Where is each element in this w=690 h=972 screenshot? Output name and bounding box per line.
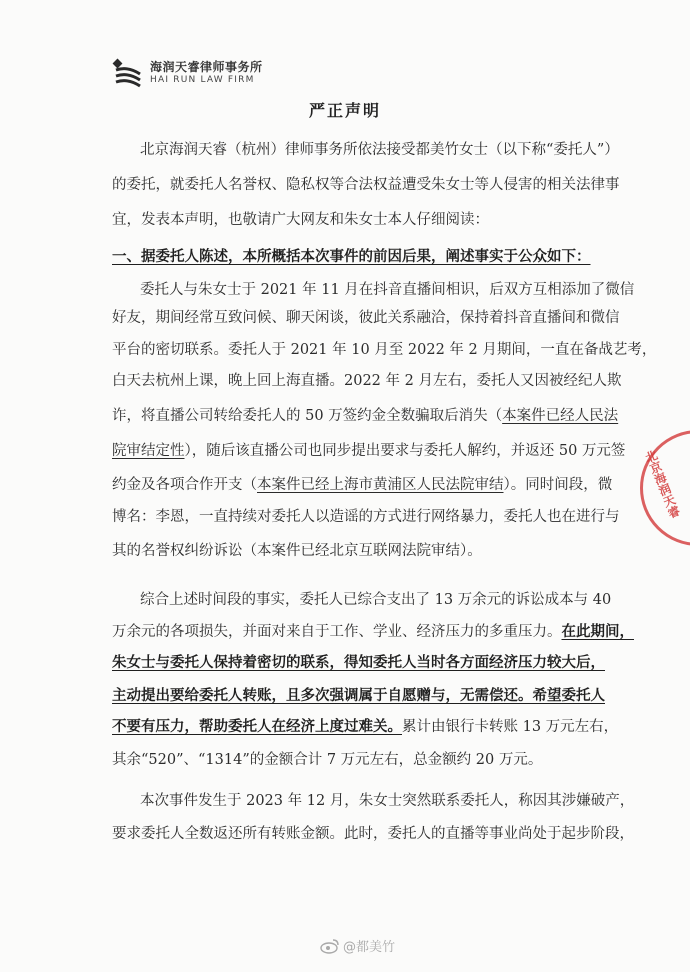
text-segment: ），随后该直播公司也同步提出要求与委托人解约，并返还 50 万元签 (184, 443, 626, 459)
text-segment: 要求委托人全数返还所有转账金额。此时，委托人的直播等事业尚处于起步阶段， (112, 826, 634, 842)
text-line (112, 175, 620, 195)
text-line (112, 441, 625, 461)
text-segment: 朱女士与委托人保持着密切的联系，得知委托人当时各方面经济压力较大后， (112, 654, 605, 671)
text-segment: 宜，发表本声明，也敬请广大网友和朱女士本人仔细阅读： (112, 212, 489, 228)
text-line (112, 750, 542, 770)
text-segment: 主动提出要给委托人转账，且多次强调属于自愿赠与，无需偿还。希望委托人 (112, 687, 605, 704)
text-segment: 本次事件发生于 2023 年 12 月，朱女士突然联系委托人，称因其涉嫌破产， (140, 793, 635, 809)
text-line (112, 210, 489, 230)
text-line (112, 247, 591, 267)
text-segment: 不要有压力，帮助委托人在经济上度过难关。 (112, 718, 402, 735)
text-segment: 其的名誉权纠纷诉讼（本案件已经北京互联网法院审结）。 (112, 543, 482, 559)
text-segment: 综合上述时间段的事实，委托人已综合支出了 13 万余元的诉讼成本与 40 (140, 592, 612, 608)
text-line (112, 653, 605, 673)
text-line (112, 686, 605, 706)
text-segment: 平台的密切联系。委托人于 2021 年 10 月至 2022 年 2 月期间，一直在备战艺考， (112, 342, 657, 358)
weibo-watermark (320, 936, 395, 955)
text-line (112, 507, 620, 527)
text-segment: ）。同时间段，微 (503, 477, 613, 493)
text-line (112, 475, 612, 495)
text-segment: 在此期间， (561, 623, 634, 640)
text-segment: 院审结定性 (112, 443, 185, 459)
text-segment: 北京海润天睿（杭州）律师事务所依法接受都美竹女士（以下称“委托人”） (140, 142, 619, 158)
text-line (112, 622, 634, 642)
text-segment: 诈，将直播公司转给委托人的 50 万签约金全数骗取后消失（ (112, 408, 503, 424)
law-firm-logo-icon (112, 58, 144, 88)
text-line (140, 280, 634, 300)
text-line (112, 371, 621, 391)
text-line (112, 406, 618, 426)
text-segment: 白天去杭州上课，晚上回上海直播。2022 年 2 月左右，委托人又因被经纪人欺 (112, 373, 622, 389)
text-line (112, 717, 618, 737)
text-line (112, 541, 482, 561)
text-line (140, 140, 619, 160)
text-segment: 本案件已经人民法 (502, 408, 619, 424)
text-line (140, 791, 634, 811)
text-segment: 好友，期间经常互致问候、聊天闲谈，彼此关系融洽，保持着抖音直播间和微信 (112, 310, 620, 326)
text-segment: 万余元的各项损失，并面对来自于工作、学业、经济压力的多重压力。 (112, 624, 562, 640)
red-seal-text: 北京海润天睿 (642, 448, 683, 521)
law-firm-name-en: HAI RUN LAW FIRM (150, 75, 255, 85)
law-firm-logo (112, 56, 263, 90)
text-segment: 委托人与朱女士于 2021 年 11 月在抖音直播间相识，后双方互相添加了微信 (140, 282, 635, 298)
text-segment: 本案件已经上海市黄浦区人民法院审结 (257, 477, 504, 493)
text-line (112, 308, 620, 328)
weibo-icon (320, 938, 340, 954)
text-line (112, 340, 656, 360)
text-segment: 其余“520”、“1314”的金额合计 7 万元左右，总金额约 20 万元。 (112, 752, 543, 768)
text-line (140, 590, 611, 610)
text-segment: 的委托，就委托人名誉权、隐私权等合法权益遭受朱女士等人侵害的相关法律事 (112, 177, 620, 193)
text-segment: 约金及各项合作开支（ (112, 477, 257, 493)
text-segment: 博名：李恩，一直持续对委托人以造谣的方式进行网络暴力，委托人也在进行与 (112, 509, 620, 525)
law-firm-name-cn: 海润天睿律师事务所 (150, 60, 263, 74)
statement-title: 严正声明 (308, 101, 381, 120)
text-segment: 一、据委托人陈述，本所概括本次事件的前因后果，阐述事实于公众如下： (112, 248, 591, 265)
text-segment: 累计由银行卡转账 13 万元左右， (402, 719, 619, 735)
text-line (112, 824, 634, 844)
watermark-text: @都美竹 (343, 940, 396, 955)
